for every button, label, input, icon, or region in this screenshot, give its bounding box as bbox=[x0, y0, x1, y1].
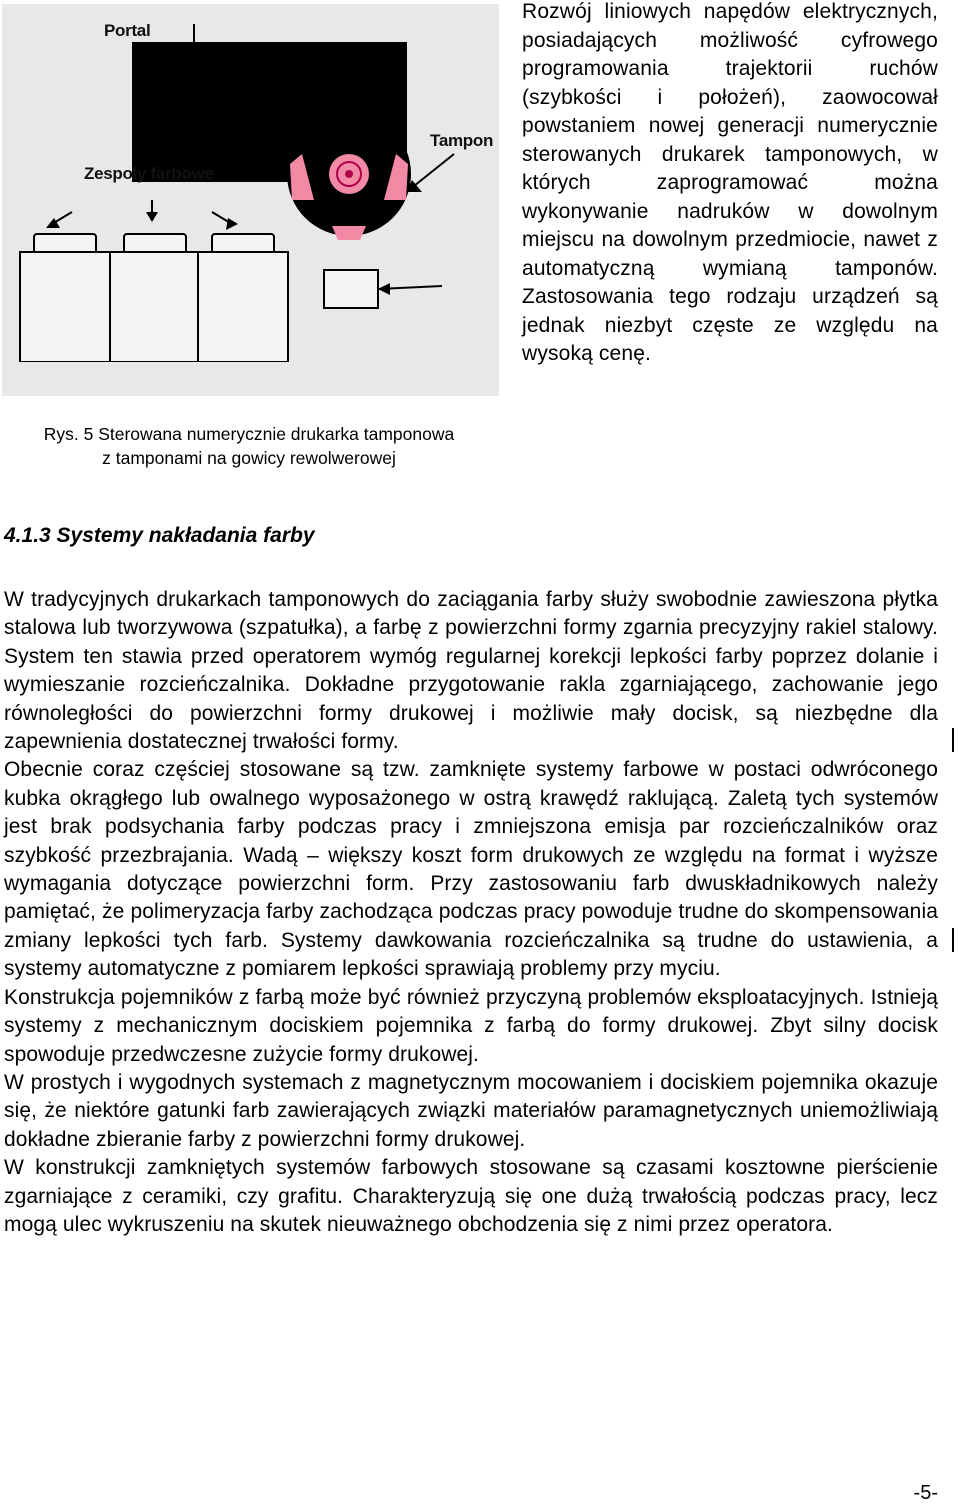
paragraph-3: Konstrukcja pojemników z farbą może być również przyczyną problemów eksploatacyjnych. Istnieją systemy z mechanicznym dociskiem pojemnika z farbą do formy drukowej. Zbyt silny docisk spowoduje przedwczesne zużycie formy drukowej. bbox=[4, 985, 938, 1066]
figure-caption bbox=[6, 422, 492, 470]
body-text bbox=[4, 586, 938, 1239]
paragraph-5: W konstrukcji zamkniętych systemów farbowych stosowane są czasami kosztowne pierścienie zgarniające z ceramiki, czy grafitu. Charakteryzują się one dużą trwałością podczas pracy, lecz mogą ulec wykruszeniu na skutek nieuważnego obchodzenia się z nimi przez operatora. bbox=[4, 1156, 938, 1236]
section-heading: 4.1.3 Systemy nakładania farby bbox=[4, 524, 315, 547]
paragraph-4: W prostych i wygodnych systemach z magnetycznym mocowaniem i dociskiem pojemnika okazuje się, że niektóre gatunki farb zawierających związki materiałów paramagnetycznych uniemożliwiają dokładne zbieranie farby z powierzchni formy drukowej. bbox=[4, 1070, 938, 1151]
pad-printer-illustration bbox=[2, 4, 499, 396]
label-ink-units: Zespoły farbowe bbox=[84, 164, 214, 183]
label-portal: Portal bbox=[104, 21, 151, 40]
intro-paragraph: Rozwój liniowych napędów elektrycznych, posiadających możliwość cyfrowego programowania trajektorii ruchów (szybkości i położeń), zaowocował powstaniem nowej generacji numerycznie sterowanych drukarek tamponowych, w których zaprogramować można wykonywanie nadruków w dowolnym miejscu na dowolnym przedmiocie, nawet z automatyczną wymianą tamponów. Zastosowania tego rodzaju urządzeń są jednak niezbyt częste ze względu na wysoką cenę. bbox=[522, 0, 938, 365]
paragraph-2: Obecnie coraz częściej stosowane są tzw. zamknięte systemy farbowe w postaci odwróconego kubka okrągłego lub owalnego wyposażonego w ostrą krawędź raklującą. Zaletą tych systemów jest brak podsychania farby podczas pracy i zmniejszona emisja par rozcieńczalników oraz szybkość przezbrajania. Wadą – większy koszt form drukowych ze względu na format i wyższe wymagania dotyczące powierzchni form. Przy zastosowaniu farb dwuskładnikowych należy pamiętać, że polimeryzacja farby zachodząca podczas pracy powoduje trudne do skompensowania zmiany lepkości tych farb. Systemy dawkowania rozcieńczalnika są trudne do ustawienia, a systemy automatyczne z pomiarem lepkości sprawiają problemy przy myciu. bbox=[4, 758, 938, 981]
change-bar bbox=[952, 728, 954, 752]
page-number: -5- bbox=[913, 1482, 938, 1504]
label-tampon: Tampon bbox=[430, 131, 494, 150]
paragraph-1: W tradycyjnych drukarkach tamponowych do zaciągania farby służy swobodnie zawieszona płytka stalowa lub tworzywowa (szpatułka), a farbę z powierzchni formy zgarnia precyzyjny rakiel stalowy. System ten stawia przed operatorem wymóg regularnej korekcji lepkości farby poprzez dolanie i wymieszanie rozcieńczalnika. Dokładne przygotowanie rakla zgarniającego, zachowanie jego równoległości do powierzchni formy drukowej i możliwie mały docisk, są niezbędne dla zapewnienia dostatecznej trwałości formy. bbox=[4, 588, 938, 754]
caption-line-2: z tamponami na gowicy rewolwerowej bbox=[102, 448, 396, 468]
figure-pad-printer bbox=[2, 4, 499, 396]
change-bar bbox=[952, 928, 954, 952]
caption-line-1: Rys. 5 Sterowana numerycznie drukarka tamponowa bbox=[43, 424, 455, 444]
